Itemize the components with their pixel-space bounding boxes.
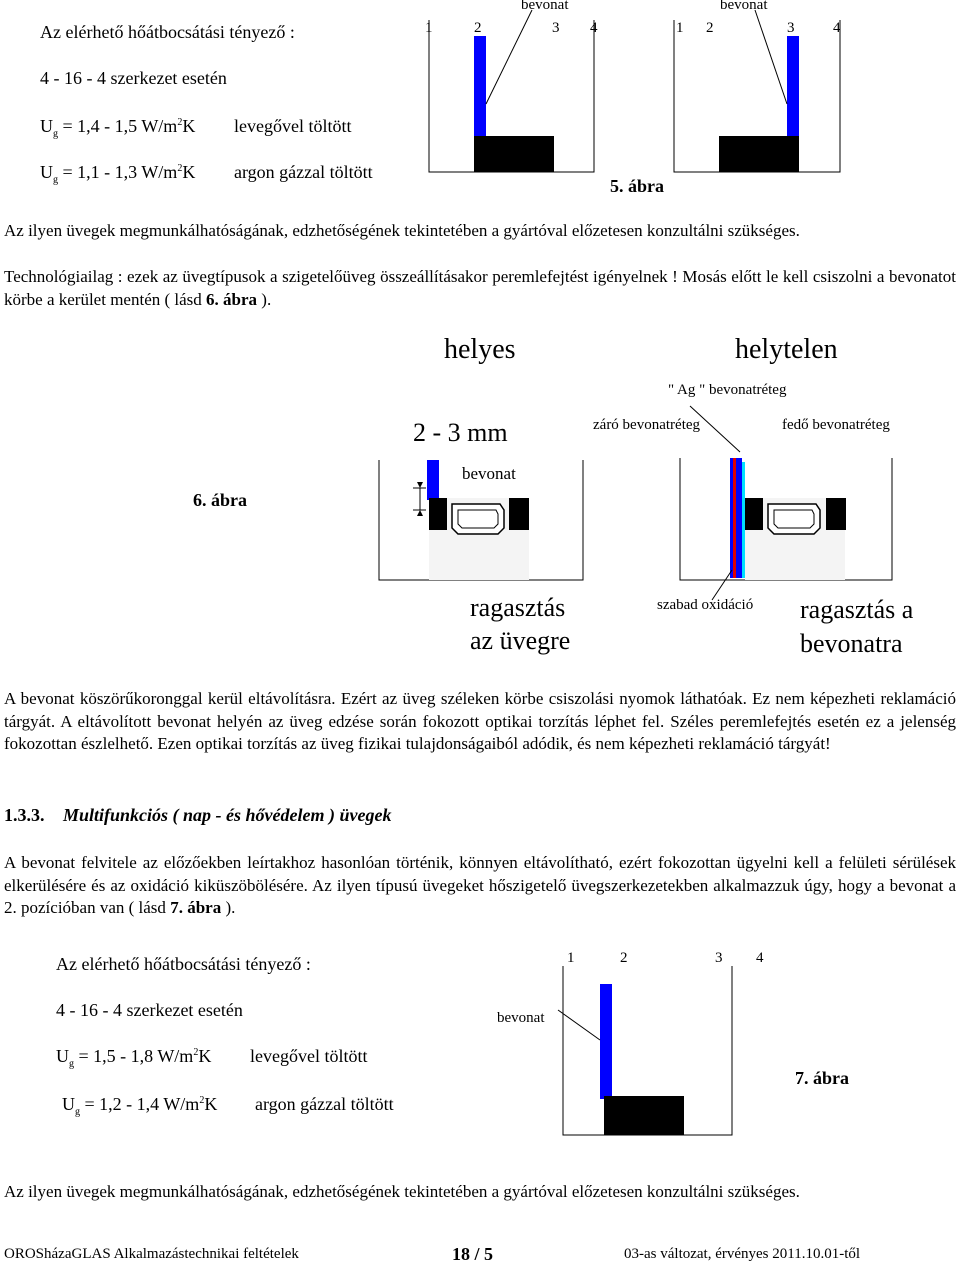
- fig5-left-diagram: [429, 10, 594, 172]
- fig5-pos-left-2: 2: [474, 20, 482, 36]
- fig7-ug2: $U_g = 1,2 - 1,4$ $W/m^2K$: [62, 1094, 218, 1118]
- fig7-ug1-fill: levegővel töltött: [250, 1046, 368, 1066]
- fig5-pos-left-1: 1: [425, 20, 433, 36]
- fig6-caption: 6. ábra: [193, 490, 247, 510]
- page-number: 18 / 5: [452, 1244, 494, 1264]
- fig5-pos-right-2: 2: [706, 20, 714, 36]
- paragraph-3: A bevonat köszörűkoronggal kerül eltávolításra. Ezért az üveg széleken körbe csiszolási nyomok láthatóak. Ez nem képezheti reklamáció tárgyát. A eltávolított bevonat helyén az üveg edzése során fokozott optikai torzítás léphet fel. Széles peremlefejtés esetén ez a jelenség fokozottan észlelhető. Ezen optikai torzítás az üveg fizikai tulajdonságaiból adódik, és nem képezheti reklamáció tárgyát!: [4, 689, 956, 753]
- fig5-pos-left-4: 4: [590, 20, 598, 36]
- fig5-right-spacer: [719, 136, 799, 172]
- fig6-free-oxidation: szabad oxidáció: [657, 597, 754, 613]
- fig6-glue-glass-2: az üvegre: [470, 626, 571, 655]
- paragraph-5: Az ilyen üvegek megmunkálhatóságának, edzhetőségének tekintetében a gyártóval előzetesen konzultálni szükséges.: [4, 1182, 800, 1201]
- fig6-glue-glass-1: ragasztás: [470, 593, 566, 622]
- footer-left: OROSházaGLAS Alkalmazástechnikai feltételek: [4, 1246, 299, 1262]
- fig6-label-incorrect: helytelen: [735, 334, 838, 365]
- fig6-mm: 2 - 3 mm: [413, 418, 508, 447]
- fig5-pos-right-3: 3: [787, 20, 795, 36]
- fig6-ag-layer: " Ag " bevonatréteg: [668, 382, 787, 398]
- fig5-left-coating: [474, 36, 486, 151]
- fig6-incorrect-diagram: [680, 406, 892, 600]
- fig7-pos-1: 1: [567, 950, 575, 966]
- section-number: 1.3.3.: [4, 805, 45, 825]
- fig5-ug2: $U_g = 1,1 - 1,3$ $W/m^2K$: [40, 162, 196, 186]
- section-title: Multifunkciós ( nap - és hővédelem ) üvegek: [63, 805, 392, 825]
- fig5-pos-right-4: 4: [833, 20, 841, 36]
- fig7-coating-label: bevonat: [497, 1010, 545, 1026]
- fig5-left-spacer: [474, 136, 554, 172]
- fig6-top-layer: fedő bevonatréteg: [782, 417, 890, 433]
- fig6-coating-label: bevonat: [462, 464, 516, 483]
- fig5-title: Az elérhető hőátbocsátási tényező :: [40, 22, 295, 42]
- fig7-caption: 7. ábra: [795, 1068, 849, 1088]
- paragraph-2: Technológiailag : ezek az üvegtípusok a szigetelőüveg összeállításakor peremlefejtést igényelnek ! Mosás előtt le kell csiszolni a bevonatot körbe a kerület mentén ( lásd 6. ábra ).: [4, 267, 956, 309]
- fig5-right-diagram: [674, 10, 840, 172]
- fig6-label-correct: helyes: [444, 334, 516, 365]
- fig5-ug2-fill: argon gázzal töltött: [234, 162, 373, 182]
- fig5-coating-label-left: bevonat: [521, 0, 569, 13]
- fig7-ug1: $U_g = 1,5 - 1,8$ $W/m^2K$: [56, 1046, 212, 1070]
- fig7-ug2-fill: argon gázzal töltött: [255, 1094, 394, 1114]
- fig5-pos-right-1: 1: [676, 20, 684, 36]
- fig7-diagram: [558, 966, 732, 1135]
- fig7-coating: [600, 984, 612, 1099]
- fig7-pos-2: 2: [620, 950, 628, 966]
- fig6-glue-coating-1: ragasztás a: [800, 595, 914, 624]
- footer-right: 03-as változat, érvényes 2011.10.01-től: [624, 1246, 861, 1262]
- fig7-spacer: [604, 1096, 684, 1135]
- fig7-structure: 4 - 16 - 4 szerkezet esetén: [56, 1000, 243, 1020]
- fig7-pos-4: 4: [756, 950, 764, 966]
- fig6-glue-coating-2: bevonatra: [800, 629, 903, 658]
- fig7-title: Az elérhető hőátbocsátási tényező :: [56, 954, 311, 974]
- fig5-caption: 5. ábra: [610, 176, 664, 196]
- fig5-right-coating: [787, 36, 799, 151]
- fig5-coating-label-right: bevonat: [720, 0, 768, 13]
- fig5-ug1: $U_g = 1,4 - 1,5$ $W/m^2K$: [40, 116, 196, 140]
- fig5-structure: 4 - 16 - 4 szerkezet esetén: [40, 68, 227, 88]
- fig6-closing-layer: záró bevonatréteg: [593, 417, 701, 433]
- paragraph-1: Az ilyen üvegek megmunkálhatóságának, edzhetőségének tekintetében a gyártóval előzetesen konzultálni szükséges.: [4, 221, 800, 240]
- paragraph-4: A bevonat felvitele az előzőekben leírtakhoz hasonlóan történik, könnyen eltávolítható, ezért fokozottan ügyelni kell a felületi sérülések elkerülésére és az oxidáció kiküszöbölésére. Az ilyen típusú üvegeket hőszigetelő üvegszerkezetekben alkalmazzuk úgy, hogy a bevonat a 2. pozícióban van ( lásd 7. ábra ).: [4, 853, 956, 917]
- fig5-ug1-fill: levegővel töltött: [234, 116, 352, 136]
- fig5-pos-left-3: 3: [552, 20, 560, 36]
- fig7-pos-3: 3: [715, 950, 723, 966]
